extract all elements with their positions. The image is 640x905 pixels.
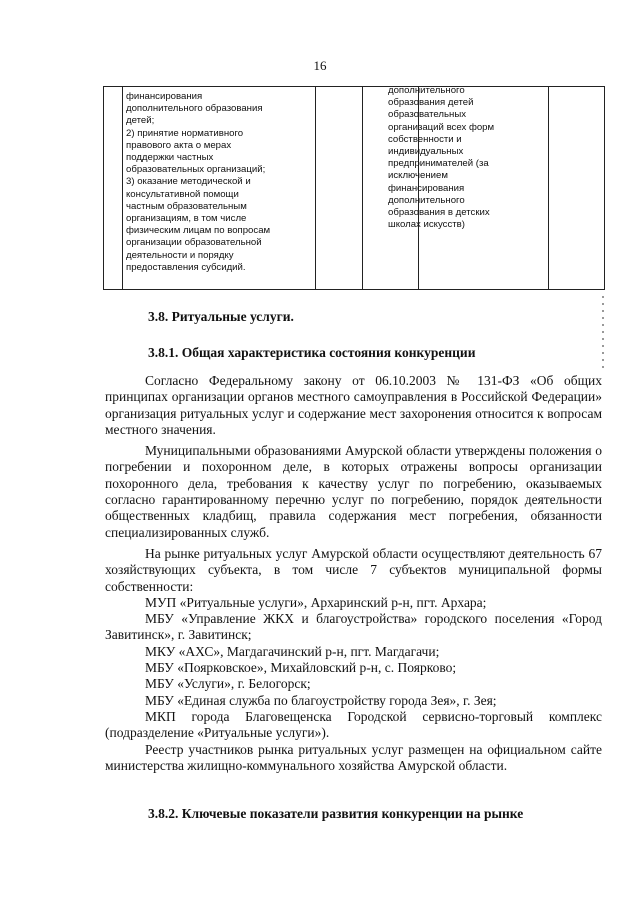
page-number: 16 (313, 58, 327, 73)
table-col-deadline (316, 87, 363, 289)
list-item: МБУ «Поярковское», Михайловский р-н, с. Поярково; (145, 660, 457, 676)
table-cell-measures: финансирования дополнительного образования детей; 2) принятие нормативного правового акта о мерах поддержки частных образовательных организаций; 3) оказание методической и консультативной помощи частным образовательным организациям, в том числе физическим лицам по вопросам организации образовательной деятельности и порядку предоставления субсидий. (126, 91, 271, 273)
list-item: МКП города Благовещенска Городской сервисно-торговый комплекс (подразделение «Ритуальные услуги»). (105, 708, 602, 741)
paragraph: Согласно Федеральному закону от 06.10.2003 № 131-ФЗ «Об общих принципах организации органов местного самоуправления в Российской Федерации» организация ритуальных услуг и содержание мест захоронения относится к вопросам местного значения. (105, 373, 602, 437)
body-text (105, 373, 602, 774)
paragraph: Реестр участников рынка ритуальных услуг размещен на официальном сайте министерства жилищно-коммунального хозяйства Амурской области. (105, 741, 602, 773)
subsection-heading: 3.8.2. Ключевые показатели развития конкуренции на рынке (148, 806, 524, 821)
section-heading: 3.8. Ритуальные услуги. (148, 309, 294, 324)
paragraph: Муниципальными образованиями Амурской области утверждены положения о погребении и похоронном деле, в которых отражены вопросы организации похоронного дела, требования к качеству услуг по погребению, оказываемых согласно гарантированному перечню услуг по погребению, порядок деятельности общественных кладбищ, правила содержания мест погребения, обязанности специализированных служб. (105, 443, 602, 540)
list-item: МБУ «Услуги», г. Белогорск; (145, 676, 311, 692)
paragraph: На рынке ритуальных услуг Амурской области осуществляют деятельность 67 хозяйствующих субъекта, в том числе 7 субъектов муниципальной формы собственности: (105, 545, 602, 594)
table-col-number (104, 87, 123, 289)
list-item: МБУ «Единая служба по благоустройству города Зея», г. Зея; (145, 692, 497, 708)
table-col-value (549, 87, 606, 289)
scan-artifact (602, 296, 604, 370)
table-cell-indicator: дополнительного образования детей образовательных организаций всех форм собственности и индивидуальных предпринимателей (за исключением финансирования дополнительного образования в детских школах искусств) (388, 85, 495, 231)
list-item: МУП «Ритуальные услуги», Архаринский р-н, пгт. Архара; (145, 594, 487, 610)
table-fragment (103, 86, 605, 290)
list-item: МКУ «АХС», Магдагачинский р-н, пгт. Магдагачи; (145, 643, 440, 659)
list-item: МБУ «Управление ЖКХ и благоустройства» городского поселения «Город Завитинск», г. Завитинск; (105, 611, 602, 643)
subsection-heading: 3.8.1. Общая характеристика состояния конкуренции (148, 345, 476, 360)
